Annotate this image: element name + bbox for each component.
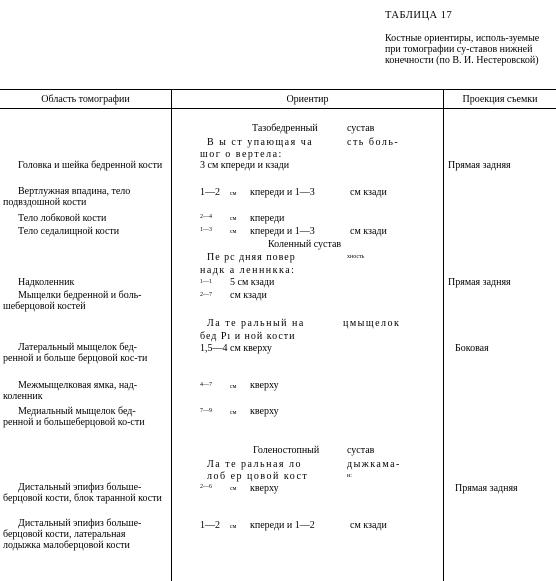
knee-row5-landmark-c: кверху xyxy=(250,406,279,417)
hip-row1-landmark: 3 см кпереди и кзади xyxy=(200,160,290,171)
table-number: ТАБЛИЦА 17 xyxy=(385,10,453,21)
knee-row1-area: Надколенник xyxy=(18,277,75,288)
hip-row2-landmark-c: кпереди и 1—3 xyxy=(250,187,315,198)
hip-row1-projection: Прямая задняя xyxy=(448,160,511,171)
knee-row4-area: Межмыщелковая ямка, над-коленник xyxy=(3,380,138,402)
hip-row4-area: Тело седалищной кости xyxy=(18,226,120,237)
hip-row2-landmark-d: см кзади xyxy=(350,187,387,198)
knee-row4-landmark-b: см xyxy=(230,384,237,390)
ankle-row1-area: Дистальный эпифиз больше-берцовой кости, блок таранной кости xyxy=(3,482,162,504)
hip-row3-landmark-b: см xyxy=(230,216,237,222)
ankle-row2-landmark-d: см кзади xyxy=(350,520,387,531)
knee-landmark-line1a: Пе рс дняя повер xyxy=(207,252,296,263)
hip-row4-landmark-b: см xyxy=(230,229,237,235)
table-top-rule xyxy=(0,89,556,90)
ankle-row2-area: Дистальный эпифиз больше-берцовой кости, латеральная лодыжка малоберцовой кости xyxy=(3,518,142,551)
knee-row4-landmark-c: кверху xyxy=(250,380,279,391)
ankle-row1-landmark-a: 2—6 xyxy=(200,484,212,490)
knee-lateral-line2: бед Рı и ной кости xyxy=(200,331,296,342)
hip-row2-landmark-b: см xyxy=(230,191,237,197)
knee-row5-landmark-a: 7—9 xyxy=(200,408,212,414)
ankle-landmark-line2b: и: xyxy=(347,473,352,479)
hip-row4-landmark-a: 1—3 xyxy=(200,227,212,233)
ankle-landmark-line1b: дыжкама- xyxy=(347,459,401,470)
hip-row4-landmark-d: см кзади xyxy=(350,226,387,237)
knee-row2-landmark-b: см кзади xyxy=(230,290,267,301)
knee-row1-projection: Прямая задняя xyxy=(448,277,511,288)
hip-row3-landmark-c: кпереди xyxy=(250,213,285,224)
knee-lateral-line1b: цмыщелок xyxy=(343,318,401,329)
column-divider-2 xyxy=(443,89,444,581)
hip-row1-area: Головка и шейка бедренной кости xyxy=(18,160,163,171)
ankle-row2-landmark-a: 1—2 xyxy=(200,520,220,531)
hip-row4-landmark-c: кпереди и 1—3 xyxy=(250,226,315,237)
hip-row2-landmark-a: 1—2 xyxy=(200,187,220,198)
knee-lateral-line1a: Ла те ральный на xyxy=(207,318,305,329)
column-divider-1 xyxy=(171,89,172,581)
header-projection: Проекция съемки xyxy=(462,94,538,105)
knee-row3-area: Латеральный мыщелок бед-ренной и больше берцовой кос-ти xyxy=(3,342,148,364)
knee-row5-area: Медиальный мыщелок бед-ренной и большеберцовой ко-сти xyxy=(3,406,145,428)
hip-landmark-line1a: В ы ст упающая ча xyxy=(207,137,314,148)
table-caption: Костные ориентиры, исполь-зуемые при томографии су-ставов нижней конечности (по В. И. Нестеровской) xyxy=(385,33,540,66)
ankle-row1-landmark-b: см xyxy=(230,486,237,492)
header-bottom-rule xyxy=(0,108,556,109)
knee-row3-projection: Боковая xyxy=(455,343,489,354)
hip-landmark-line1b: сть боль- xyxy=(347,137,400,148)
section-ankle-title-a: Голеностопный xyxy=(253,445,320,456)
ankle-landmark-line2: лоб ер цовой кост xyxy=(207,471,309,482)
ankle-row2-landmark-b: см xyxy=(230,524,237,530)
knee-landmark-line2: надк а ленннкка: xyxy=(200,265,296,276)
header-area: Область томографии xyxy=(41,94,130,105)
knee-row5-landmark-b: см xyxy=(230,410,237,416)
section-hip-title-a: Тазобедренный xyxy=(252,123,318,134)
knee-row3-landmark: 1,5—4 см кверху xyxy=(200,343,272,354)
section-hip-title-b: сустав xyxy=(347,123,375,134)
section-ankle-title-b: сустав xyxy=(347,445,375,456)
hip-row3-area: Тело лобковой кости xyxy=(18,213,107,224)
hip-row2-area: Вертлужная впадина, тело подвздошной кости xyxy=(3,186,131,208)
ankle-row1-landmark-c: кверху xyxy=(250,483,279,494)
hip-row3-landmark-a: 2—4 xyxy=(200,214,212,220)
ankle-row1-projection: Прямая задняя xyxy=(455,483,518,494)
section-knee-title: Коленный сустав xyxy=(268,239,342,250)
hip-landmark-line2: шог о вертела: xyxy=(200,149,283,160)
knee-landmark-line1b: хность xyxy=(347,254,365,260)
knee-row4-landmark-a: 4—7 xyxy=(200,382,212,388)
knee-row1-landmark-a: 1—1 xyxy=(200,279,212,285)
header-landmark: Ориентир xyxy=(286,94,329,105)
ankle-landmark-line1a: Ла те ральная ло xyxy=(207,459,302,470)
ankle-row2-landmark-c: кпереди и 1—2 xyxy=(250,520,315,531)
knee-row2-landmark-a: 2—7 xyxy=(200,292,212,298)
knee-row1-landmark-b: 5 см кзади xyxy=(230,277,275,288)
knee-row2-area: Мыщелки бедренной и боль-шеберцовой костей xyxy=(3,290,142,312)
